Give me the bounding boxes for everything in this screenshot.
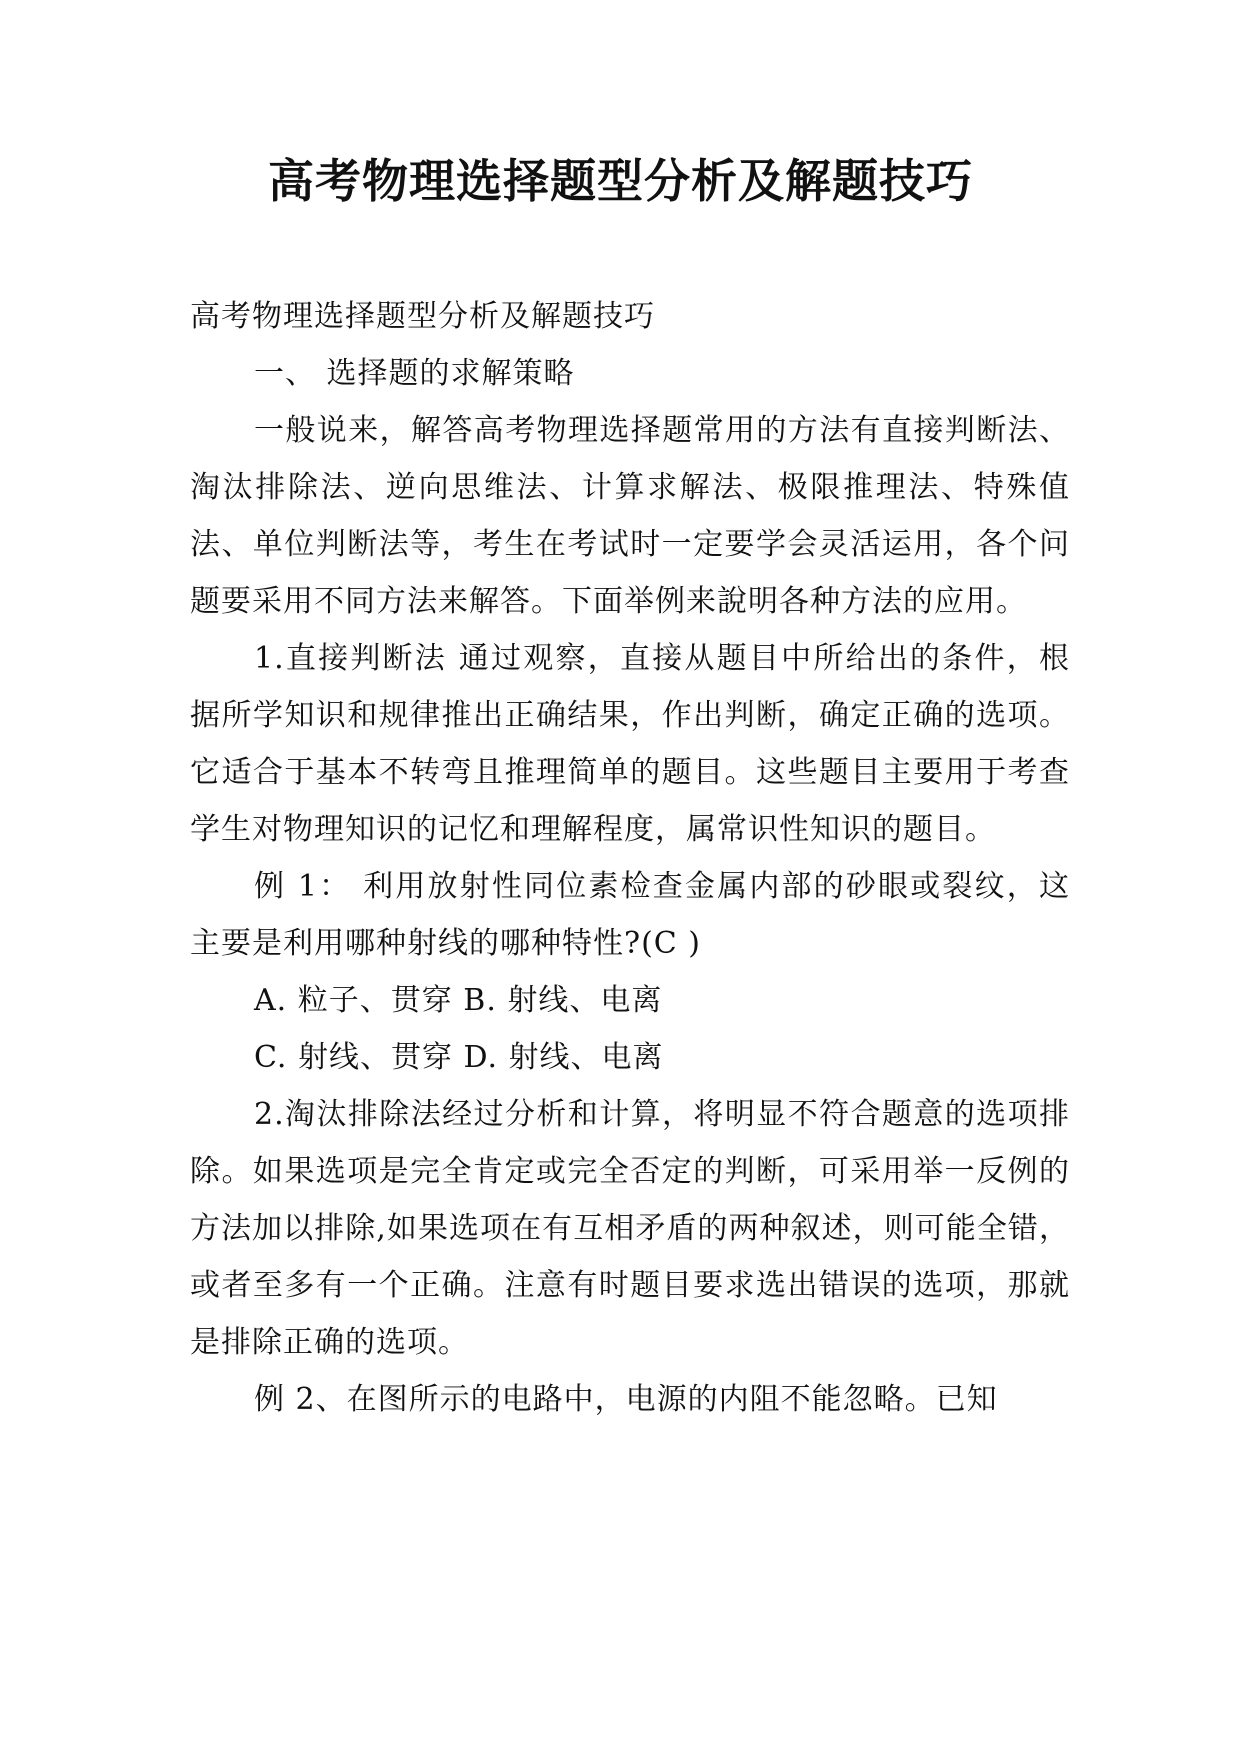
paragraph-example-1: 例 1： 利用放射性同位素检查金属内部的砂眼或裂纹，这主要是利用哪种射线的哪种特性?(C ) <box>190 869 1070 961</box>
document-body <box>190 288 1070 1428</box>
paragraph-heading: 高考物理选择题型分析及解题技巧 <box>190 299 655 334</box>
document-title: 高考物理选择题型分析及解题技巧 <box>268 154 973 208</box>
options-cd: C. 射线、贯穿 D. 射线、电离 <box>254 1040 664 1075</box>
paragraph-intro: 一般说来，解答高考物理选择题常用的方法有直接判断法、淘汰排除法、逆向思维法、计算求解法、极限推理法、特殊值法、单位判断法等，考生在考试时一定要学会灵活运用，各个问题要采用不同方法来解答。下面举例来說明各种方法的应用。 <box>190 413 1070 619</box>
paragraph-method-1: 1.直接判断法 通过观察，直接从题目中所给出的条件，根据所学知识和规律推出正确结果，作出判断，确定正确的选项。它适合于基本不转弯且推理简单的题目。这些题目主要用于考查学生对物理知识的记忆和理解程度，属常识性知识的题目。 <box>190 641 1070 847</box>
paragraph-method-2: 2.淘汰排除法经过分析和计算，将明显不符合题意的选项排除。如果选项是完全肯定或完全否定的判断，可采用举一反例的方法加以排除,如果选项在有互相矛盾的两种叙述，则可能全错，或者至多有一个正确。注意有时题目要求选出错误的选项，那就是排除正确的选项。 <box>190 1097 1070 1360</box>
paragraph-example-2: 例 2、在图所示的电路中，电源的内阻不能忽略。已知 <box>254 1382 998 1417</box>
options-ab: A. 粒子、贯穿 B. 射线、电离 <box>254 983 663 1018</box>
section-heading: 一、 选择题的求解策略 <box>254 356 575 391</box>
